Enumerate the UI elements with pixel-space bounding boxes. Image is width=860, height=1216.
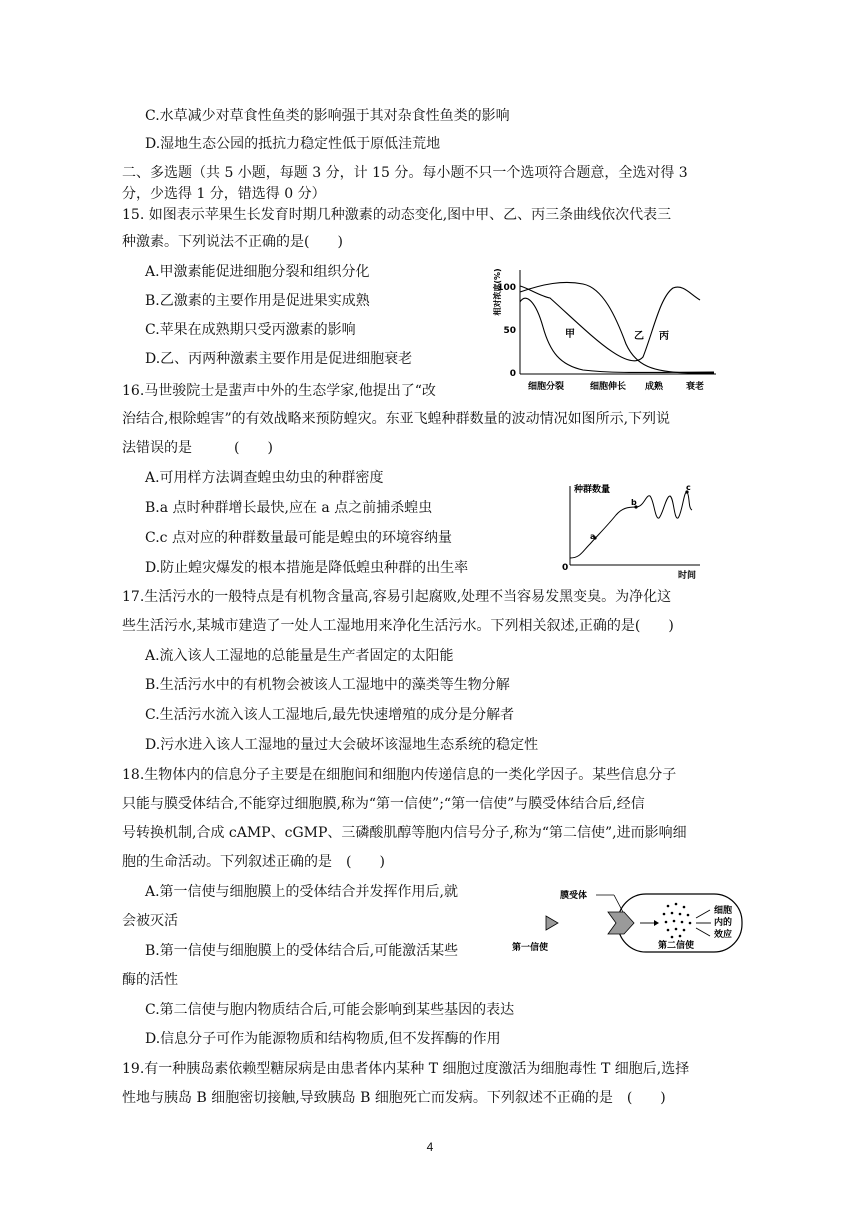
q15-option-b: B.乙激素的主要作用是促进果实成熟 [145, 293, 370, 309]
q15-xtick-1: 细胞分裂 [527, 382, 565, 392]
q17-option-b: B.生活污水中的有机物会被该人工湿地中的藻类等生物分解 [145, 677, 510, 693]
q17-option-c: C.生活污水流入该人工湿地后,最先快速增殖的成分是分解者 [145, 707, 515, 723]
q16-stem-line2: 治结合,根除蝗害”的有效战略来预防蝗灾。东亚飞蝗种群数量的波动情况如图所示,下列说 [122, 411, 671, 427]
q16-option-c: C.c 点对应的种群数量最可能是蝗虫的环境容纳量 [145, 530, 452, 546]
q18-label-first: 第一信使 [512, 943, 549, 953]
q16-xlabel: 时间 [678, 571, 697, 581]
q15-ylabel: 相对浓度(%) [493, 268, 502, 316]
q18-first-messenger-shape [546, 916, 558, 930]
q15-curve-jia [520, 298, 714, 372]
q15-xtick-2: 细胞伸长 [589, 382, 627, 392]
q18-receptor-shape [608, 912, 634, 934]
q15-curve-yi [520, 282, 714, 373]
q15-option-a: A.甲激素能促进细胞分裂和组织分化 [145, 264, 370, 280]
q16-label-a: a [590, 532, 596, 541]
q16-option-d: D.防止蝗灾爆发的根本措施是降低蝗虫种群的出生率 [145, 560, 469, 576]
q18-label-second: 第二信使 [658, 941, 695, 951]
section-header-line2: 分，少选得 1 分，错选得 0 分） [122, 186, 326, 202]
q18-arrow-3 [696, 928, 710, 936]
q18-stem-line1: 18.生物体内的信息分子主要是在细胞间和细胞内传递信息的一类化学因子。某些信息分子 [122, 767, 677, 783]
q15-ytick-100: 100 [497, 283, 516, 293]
q18-option-b-line1: B.第一信使与细胞膜上的受体结合后,可能激活某些 [145, 943, 459, 959]
q16-origin: 0 [562, 563, 569, 573]
q17-stem-line1: 17.生活污水的一般特点是有机物含量高,容易引起腐败,处理不当容易发黑变臭。为净化这 [122, 589, 672, 605]
q18-option-c: C.第二信使与胞内物质结合后,可能会影响到某些基因的表达 [145, 1002, 515, 1018]
q16-option-a: A.可用样方法调查蝗虫幼虫的种群密度 [145, 470, 384, 486]
q16-stem-line3: 法错误的是 ( ) [122, 440, 273, 456]
q15-hormone-figure [488, 262, 718, 394]
q18-arrow-in-head [654, 920, 659, 926]
q17-option-d: D.污水进入该人工湿地的量过大会破坏该湿地生态系统的稳定性 [145, 737, 539, 753]
q18-option-a-line1: A.第一信使与细胞膜上的受体结合并发挥作用后,就 [145, 884, 459, 900]
option-c-prev: C.水草减少对草食性鱼类的影响强于其对杂食性鱼类的影响 [145, 108, 510, 124]
q15-stem-line2: 种激素。下列说法不正确的是( ) [122, 234, 343, 250]
q15-xtick-4: 衰老 [685, 382, 705, 392]
q16-option-b: B.a 点时种群增长最快,应在 a 点之前捕杀蝗虫 [145, 500, 433, 516]
q16-label-c: c [686, 483, 691, 492]
q18-option-b-line2: 酶的活性 [122, 972, 178, 988]
q18-second-messenger-dots [663, 903, 692, 939]
q18-label-effect3: 效应 [714, 930, 733, 940]
q18-receptor-pointer-2 [614, 895, 624, 914]
q16-ylabel: 种群数量 [574, 485, 611, 495]
q18-stem-line2: 只能与膜受体结合,不能穿过细胞膜,称为“第一信使”;“第一信使”与膜受体结合后,经信 [122, 796, 645, 812]
q18-label-effect1: 细胞 [714, 906, 733, 916]
q18-arrow-1 [696, 910, 710, 918]
q17-option-a: A.流入该人工湿地的总能量是生产者固定的太阳能 [145, 648, 454, 664]
q15-option-c: C.苹果在成熟期只受丙激素的影响 [145, 322, 356, 338]
q18-option-d: D.信息分子可作为能源物质和结构物质,但不发挥酶的作用 [145, 1031, 501, 1047]
q18-label-effect2: 内的 [714, 918, 733, 928]
section-header-line1: 二、多选题（共 5 小题，每题 3 分，计 15 分。每小题不只一个选项符合题意，全选对得 3 [122, 165, 688, 181]
q15-label-bing: 丙 [659, 331, 669, 342]
q15-ytick-0: 0 [509, 369, 516, 379]
q19-stem-line2: 性地与胰岛 B 细胞密切接触,导致胰岛 B 细胞死亡而发病。下列叙述不正确的是 ( ) [122, 1090, 666, 1106]
q15-ytick-50: 50 [503, 326, 516, 336]
q17-stem-line2: 些生活污水,某城市建造了一处人工湿地用来净化生活污水。下列相关叙述,正确的是( ) [122, 618, 674, 634]
q18-stem-line4: 胞的生命活动。下列叙述正确的是 ( ) [122, 854, 385, 870]
q19-stem-line1: 19.有一种胰岛素依赖型糖尿病是由患者体内某种 T 细胞过度激活为细胞毒性 T 细胞后,选择 [122, 1061, 690, 1077]
q15-label-jia: 甲 [565, 329, 575, 340]
option-d-prev: D.湿地生态公园的抵抗力稳定性低于原低洼荒地 [145, 136, 441, 152]
q18-option-a-line2: 会被灭活 [122, 913, 178, 929]
q18-signal-figure [508, 884, 748, 964]
q15-curve-bing [520, 286, 700, 361]
q18-label-receptor: 膜受体 [560, 891, 588, 901]
q15-label-yi: 乙 [634, 331, 644, 342]
page-number: 4 [426, 1140, 434, 1154]
q16-population-figure [560, 480, 710, 582]
q15-stem-line1: 15. 如图表示苹果生长发育时期几种激素的动态变化,图中甲、乙、丙三条曲线依次代表三 [122, 207, 672, 223]
q16-label-b: b [631, 498, 637, 507]
q18-stem-line3: 号转换机制,合成 cAMP、cGMP、三磷酸肌醇等胞内信号分子,称为“第二信使”,进而影响细 [122, 825, 687, 841]
q15-xtick-3: 成熟 [644, 382, 664, 392]
q16-stem-line1: 16.马世骏院士是蜚声中外的生态学家,他提出了“改 [122, 383, 436, 399]
q15-option-d: D.乙、丙两种激素主要作用是促进细胞衰老 [145, 351, 413, 367]
